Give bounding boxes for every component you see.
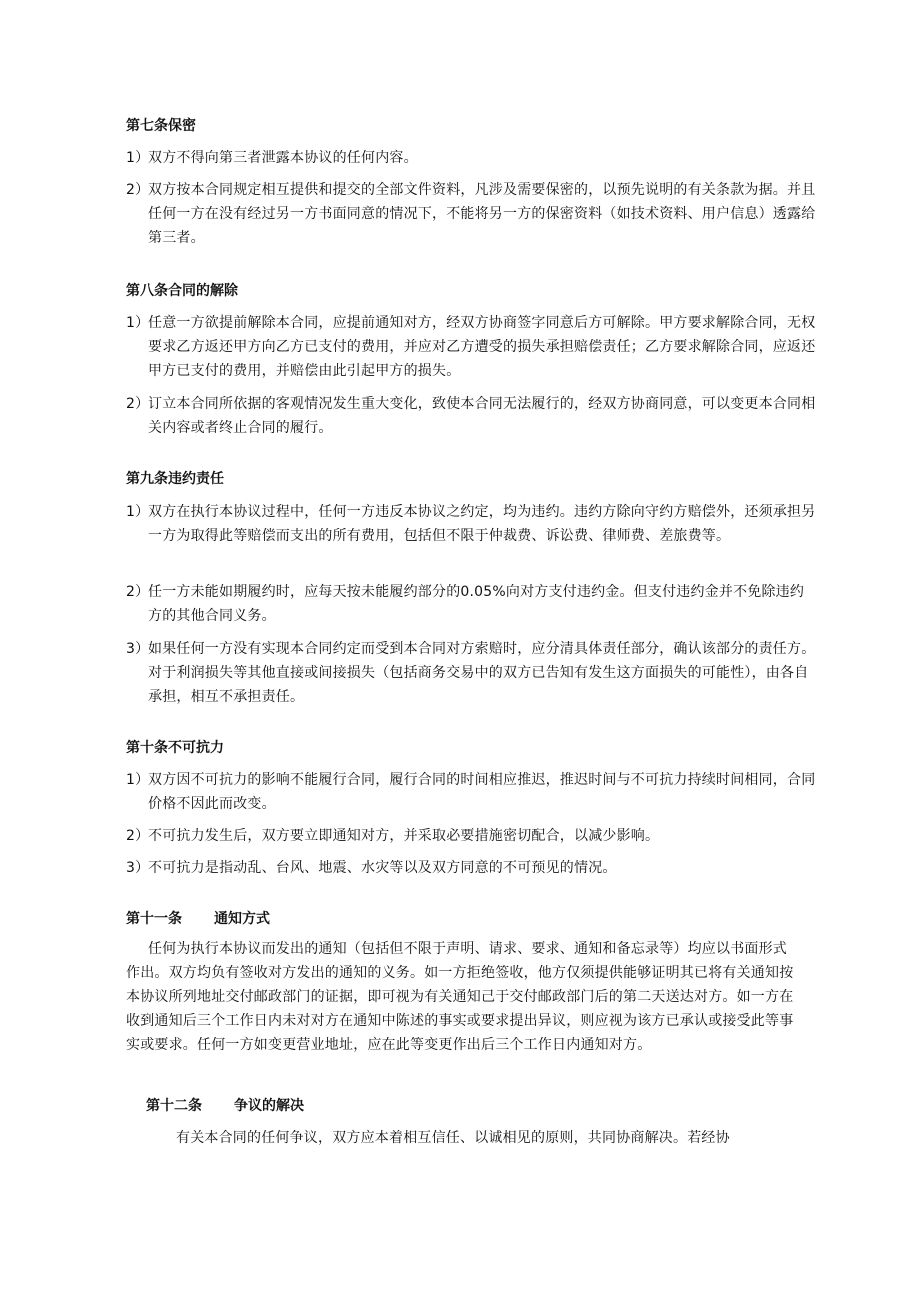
section-10-item-2	[126, 824, 816, 848]
item-number: 3）	[126, 641, 150, 657]
section-8-item-1	[126, 311, 816, 383]
section-9-item-3	[126, 637, 816, 709]
item-text: 不可抗力是指动乱、台风、地震、水灾等以及双方同意的不可预见的情况。	[148, 860, 617, 876]
item-number: 1）	[126, 315, 150, 331]
item-number: 2）	[126, 828, 150, 844]
section-7-item-2	[126, 178, 816, 250]
item-text: 双方不得向第三者泄露本协议的任何内容。	[148, 150, 418, 166]
item-text: 如果任何一方没有实现本合同约定而受到本合同对方索赔时，应分清具体责任部分，确认该部分的责任方。对于利润损失等其他直接或间接损失（包括商务交易中的双方已告知有发生这方面损失的可能性），由各自承担，相互不承担责任。	[148, 641, 816, 705]
section-9-item-2	[126, 580, 816, 628]
item-text: 订立本合同所依据的客观情况发生重大变化，致使本合同无法履行的，经双方协商同意，可以变更本合同相关内容或者终止合同的履行。	[148, 396, 816, 436]
article-number: 第十二条	[146, 1098, 202, 1114]
item-number: 1）	[126, 150, 150, 166]
item-number: 1）	[126, 504, 150, 520]
section-11-heading	[126, 909, 270, 929]
item-number: 2）	[126, 182, 150, 198]
section-7-item-1	[126, 146, 816, 170]
item-text: 双方按本合同规定相互提供和提交的全部文件资料，凡涉及需要保密的，以预先说明的有关条款为据。并且任何一方在没有经过另一方书面同意的情况下，不能将另一方的保密资料（如技术资料、用户信息）透露给第三者。	[148, 182, 816, 246]
section-12-paragraph: 有关本合同的任何争议，双方应本着相互信任、以诚相见的原则，共同协商解决。若经协	[176, 1130, 730, 1146]
section-9-heading: 第九条违约责任	[126, 471, 224, 487]
item-number: 2）	[126, 396, 150, 412]
section-10-item-3	[126, 856, 816, 880]
section-8-item-2	[126, 392, 816, 440]
article-title: 争议的解决	[234, 1098, 304, 1114]
article-number: 第十一条	[126, 911, 182, 927]
item-number: 2）	[126, 584, 150, 600]
section-12-heading	[146, 1096, 304, 1116]
section-7-heading: 第七条保密	[126, 118, 196, 134]
item-text: 双方因不可抗力的影响不能履行合同，履行合同的时间相应推迟，推迟时间与不可抗力持续时间相同，合同价格不因此而改变。	[148, 772, 816, 812]
section-8-heading: 第八条合同的解除	[126, 283, 238, 299]
item-text: 双方在执行本协议过程中，任何一方违反本协议之约定，均为违约。违约方除向守约方赔偿外，还须承担另一方为取得此等赔偿而支出的所有费用，包括但不限于仲裁费、诉讼费、律师费、差旅费等。	[148, 504, 816, 544]
item-text: 任一方未能如期履约时，应每天按未能履约部分的0.05%向对方支付违约金。但支付违约金并不免除违约方的其他合同义务。	[148, 584, 805, 624]
section-9-item-1	[126, 500, 816, 548]
item-number: 3）	[126, 860, 150, 876]
article-title: 通知方式	[214, 911, 270, 927]
section-11-paragraph: 任何为执行本协议而发出的通知（包括但不限于声明、请求、要求、通知和备忘录等）均应以书面形式作出。双方均负有签收对方发出的通知的义务。如一方拒绝签收，他方仅须提供能够证明其已将有关通知按本协议所列地址交付邮政部门的证据，即可视为有关通知己于交付邮政部门后的第二天送达对方。如一方在收到通知后三个工作日内未对对方在通知中陈述的事实或要求提出异议，则应视为该方已承认或接受此等事实或要求。任何一方如变更营业地址，应在此等变更作出后三个工作日内通知对方。	[126, 941, 794, 1053]
item-text: 不可抗力发生后，双方要立即通知对方，并采取必要措施密切配合，以减少影响。	[148, 828, 660, 844]
item-number: 1）	[126, 772, 150, 788]
item-text: 任意一方欲提前解除本合同，应提前通知对方，经双方协商签字同意后方可解除。甲方要求解除合同，无权要求乙方返还甲方向乙方已支付的费用，并应对乙方遭受的损失承担赔偿责任；乙方要求解除合同，应返还甲方已支付的费用，并赔偿由此引起甲方的损失。	[148, 315, 816, 379]
section-10-heading: 第十条不可抗力	[126, 740, 224, 756]
section-10-item-1	[126, 768, 816, 816]
